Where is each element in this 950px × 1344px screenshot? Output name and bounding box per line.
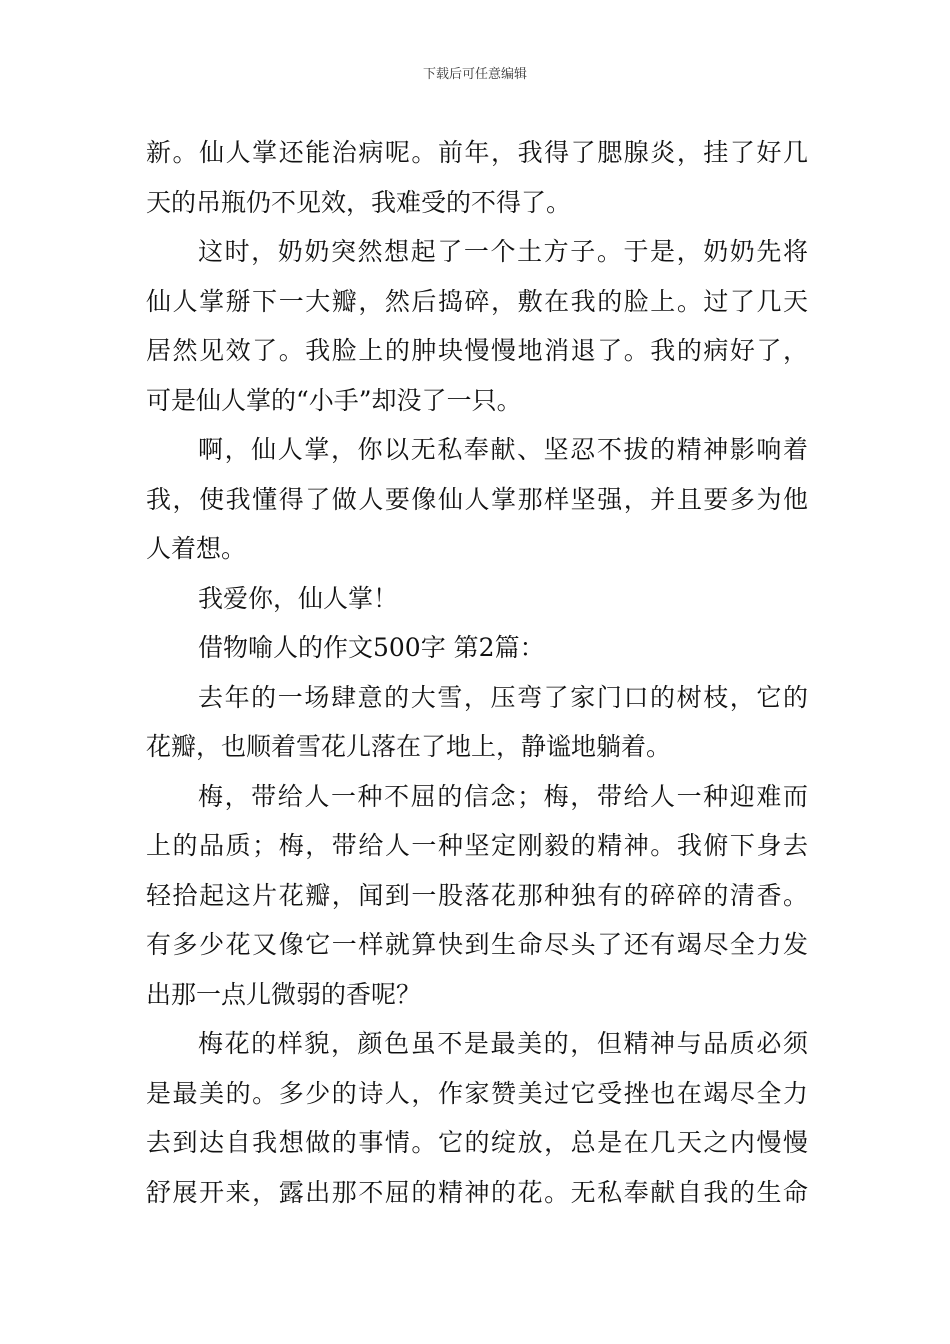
text-line: 舒展开来，露出那不屈的精神的花。无私奉献自我的生命 [146,1177,808,1207]
text-line: 去到达自我想做的事情。它的绽放，总是在几天之内慢慢 [146,1128,808,1157]
text-line: 有多少花又像它一样就算快到生命尽头了还有竭尽全力发 [146,930,808,959]
text-line: 上的品质；梅，带给人一种坚定刚毅的精神。我俯下身去 [146,831,808,860]
page-header: 下载后可任意编辑 [422,67,527,82]
document-body [146,128,808,1217]
text-line: 我爱你，仙人掌！ [198,583,399,613]
text-line: 是最美的。多少的诗人，作家赞美过它受挫也在竭尽全力 [146,1078,808,1108]
text-line: 轻拾起这片花瓣，闻到一股落花那种独有的碎碎的清香。 [146,880,808,910]
text-line: 这时，奶奶突然想起了一个土方子。于是，奶奶先将 [198,237,808,266]
text-line: 啊，仙人掌，你以无私奉献、坚忍不拔的精神影响着 [198,435,808,464]
text-line: 出那一点儿微弱的香呢？ [146,979,422,1009]
text-line: 人着想。 [146,534,247,563]
text-line: 去年的一场肆意的大雪，压弯了家门口的树枝，它的 [198,682,808,712]
text-line: 梅，带给人一种不屈的信念；梅，带给人一种迎难而 [198,781,808,811]
text-line: 可是仙人掌的“小手”却没了一只。 [146,385,522,415]
text-line: 我，使我懂得了做人要像仙人掌那样坚强，并且要多为他 [146,484,808,514]
text-line: 居然见效了。我脸上的肿块慢慢地消退了。我的病好了， [146,336,808,365]
text-line: 仙人掌掰下一大瓣，然后捣碎，敷在我的脸上。过了几天 [146,286,808,316]
text-line: 花瓣，也顺着雪花儿落在了地上，静谧地躺着。 [146,732,672,761]
section-heading: 借物喻人的作文500字 第2篇： [198,633,545,662]
text-line: 梅花的样貌，颜色虽不是最美的，但精神与品质必须 [198,1029,808,1058]
text-line: 天的吊瓶仍不见效，我难受的不得了。 [146,187,572,217]
text-line: 新。仙人掌还能治病呢。前年，我得了腮腺炎，挂了好几 [146,138,808,167]
